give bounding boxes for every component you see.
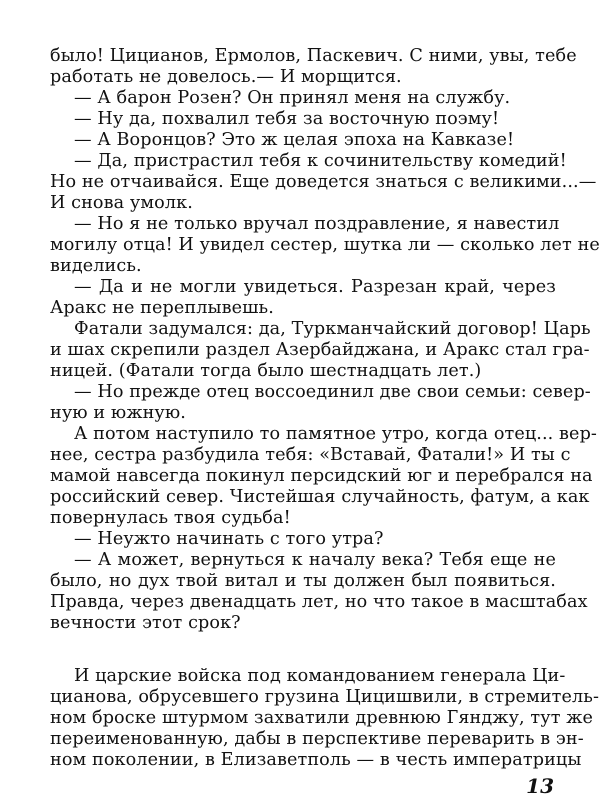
text-line: виделись. xyxy=(50,256,142,276)
text-line: ном поколении, в Елизаветполь — в честь императрицы xyxy=(50,750,582,770)
text-line: было, но дух твой витал и ты должен был появиться. xyxy=(50,571,556,591)
text-line: — Но прежде отец воссоединил две свои семьи: север- xyxy=(74,382,591,402)
text-line: — А может, вернуться к началу века? Тебя еще не xyxy=(74,550,556,570)
text-line: российский север. Чистейшая случайность, фатум, а как xyxy=(50,487,590,507)
text-line: Аракс не переплывешь. xyxy=(50,298,274,318)
text-line: переименованную, дабы в перспективе переварить в эн- xyxy=(50,729,584,749)
text-line: вечности этот срок? xyxy=(50,613,241,633)
text-line: И царские войска под командованием генерала Ци- xyxy=(74,666,566,686)
text-line: Правда, через двенадцать лет, но что такое в масштабах xyxy=(50,592,588,612)
page-number: 13 xyxy=(526,774,554,798)
text-line: было! Цицианов, Ермолов, Паскевич. С ними, увы, тебе xyxy=(50,46,577,66)
text-line: и шах скрепили раздел Азербайджана, и Аракс стал гра- xyxy=(50,340,590,360)
text-line: работать не довелось.— И морщится. xyxy=(50,67,402,87)
text-line: — Да, пристрастил тебя к сочинительству комедий! xyxy=(74,151,567,171)
text-line: ном броске штурмом захватили древнюю Гянджу, тут же xyxy=(50,708,594,728)
text-line: — Да и не могли увидеться. Разрезан край, через xyxy=(74,277,556,297)
text-line: — Ну да, похвалил тебя за восточную поэму! xyxy=(74,109,500,129)
text-line: Но не отчаивайся. Еще доведется знаться с великими...— xyxy=(50,172,597,192)
text-line: А потом наступило то памятное утро, когда отец... вер- xyxy=(74,424,597,444)
text-line: И снова умолк. xyxy=(50,193,193,213)
text-line: повернулась твоя судьба! xyxy=(50,508,291,528)
text-line: цианова, обрусевшего грузина Цицишвили, в стремитель- xyxy=(50,687,600,707)
text-line: — А Воронцов? Это ж целая эпоха на Кавказе! xyxy=(74,130,515,150)
text-line: — А барон Розен? Он принял меня на службу. xyxy=(74,88,511,108)
text-line: мамой навсегда покинул персидский юг и перебрался на xyxy=(50,466,593,486)
text-line: ницей. (Фатали тогда было шестнадцать лет.) xyxy=(50,361,482,381)
text-line: нее, сестра разбудила тебя: «Вставай, Фатали!» И ты с xyxy=(50,445,571,465)
text-line: — Неужто начинать с того утра? xyxy=(74,529,384,549)
text-line: — Но я не только вручал поздравление, я навестил xyxy=(74,214,560,234)
text-line: Фатали задумался: да, Туркманчайский договор! Царь xyxy=(74,319,591,339)
text-line: могилу отца! И увидел сестер, шутка ли — сколько лет не xyxy=(50,235,600,255)
text-line: ную и южную. xyxy=(50,403,186,423)
